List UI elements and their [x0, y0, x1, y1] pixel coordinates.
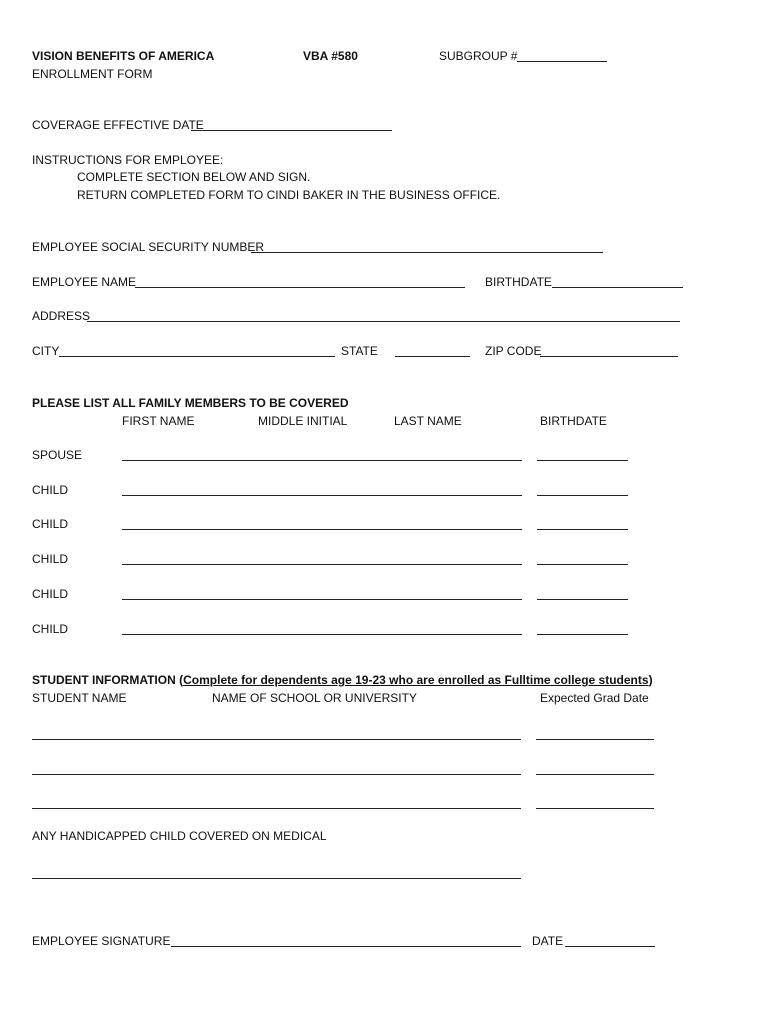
subgroup-field[interactable]: [517, 61, 607, 62]
family-name-field[interactable]: [122, 529, 522, 530]
signature-date-label: DATE: [532, 934, 564, 948]
city-label: CITY: [32, 344, 60, 358]
employee-name-field[interactable]: [135, 287, 465, 288]
col-student-name: STUDENT NAME: [32, 691, 127, 705]
family-birthdate-field[interactable]: [537, 634, 628, 635]
family-birthdate-field[interactable]: [537, 460, 628, 461]
family-birthdate-field[interactable]: [537, 599, 628, 600]
family-birthdate-field[interactable]: [537, 564, 628, 565]
family-row-label: CHILD: [32, 552, 69, 566]
col-last-name: LAST NAME: [394, 414, 462, 428]
student-heading-line: [32, 672, 653, 688]
subgroup-label: SUBGROUP #: [439, 49, 518, 63]
employee-name-label: EMPLOYEE NAME: [32, 275, 137, 289]
student-grad-date-field[interactable]: [536, 774, 654, 775]
city-field[interactable]: [59, 356, 335, 357]
col-birthdate: BIRTHDATE: [540, 414, 607, 428]
coverage-date-field[interactable]: [191, 130, 392, 131]
instruction-line: RETURN COMPLETED FORM TO CINDI BAKER IN THE BUSINESS OFFICE.: [77, 188, 501, 202]
student-note: Complete for dependents age 19-23 who are enrolled as Fulltime college students: [183, 673, 649, 687]
signature-label: EMPLOYEE SIGNATURE: [32, 934, 171, 948]
student-name-field[interactable]: [32, 774, 521, 775]
employee-birthdate-field[interactable]: [552, 287, 683, 288]
signature-field[interactable]: [171, 946, 521, 947]
student-name-field[interactable]: [32, 739, 521, 740]
zip-field[interactable]: [540, 356, 678, 357]
handicapped-field[interactable]: [32, 878, 521, 879]
state-field[interactable]: [395, 356, 470, 357]
family-birthdate-field[interactable]: [537, 495, 628, 496]
family-name-field[interactable]: [122, 634, 522, 635]
family-name-field[interactable]: [122, 495, 522, 496]
instructions-heading: INSTRUCTIONS FOR EMPLOYEE:: [32, 153, 224, 167]
family-row-label: CHILD: [32, 483, 69, 497]
handicapped-label: ANY HANDICAPPED CHILD COVERED ON MEDICAL: [32, 829, 327, 843]
family-name-field[interactable]: [122, 599, 522, 600]
ssn-field[interactable]: [251, 252, 603, 253]
student-name-field[interactable]: [32, 808, 521, 809]
address-label: ADDRESS: [32, 309, 91, 323]
student-heading: STUDENT INFORMATION: [32, 673, 176, 687]
form-title: ENROLLMENT FORM: [32, 67, 153, 81]
col-grad-date: Expected Grad Date: [540, 691, 649, 705]
family-name-field[interactable]: [122, 564, 522, 565]
student-note-close: ): [648, 673, 653, 687]
col-first-name: FIRST NAME: [122, 414, 195, 428]
family-birthdate-field[interactable]: [537, 529, 628, 530]
family-row-label: SPOUSE: [32, 448, 83, 462]
family-name-field[interactable]: [122, 460, 522, 461]
company-name: VISION BENEFITS OF AMERICA: [32, 49, 215, 63]
family-heading: PLEASE LIST ALL FAMILY MEMBERS TO BE COVERED: [32, 396, 349, 410]
employee-birthdate-label: BIRTHDATE: [485, 275, 552, 289]
coverage-date-label: COVERAGE EFFECTIVE DATE: [32, 118, 204, 132]
student-grad-date-field[interactable]: [536, 808, 654, 809]
signature-date-field[interactable]: [565, 946, 655, 947]
col-middle-initial: MIDDLE INITIAL: [258, 414, 348, 428]
address-field[interactable]: [87, 321, 680, 322]
ssn-label: EMPLOYEE SOCIAL SECURITY NUMBER: [32, 240, 265, 254]
student-grad-date-field[interactable]: [536, 739, 654, 740]
state-label: STATE: [341, 344, 378, 358]
col-school-name: NAME OF SCHOOL OR UNIVERSITY: [212, 691, 417, 705]
zip-label: ZIP CODE: [485, 344, 542, 358]
family-row-label: CHILD: [32, 587, 69, 601]
instruction-line: COMPLETE SECTION BELOW AND SIGN.: [77, 170, 311, 184]
family-row-label: CHILD: [32, 517, 69, 531]
family-row-label: CHILD: [32, 622, 69, 636]
student-note-open: (: [179, 673, 184, 687]
vba-number: VBA #580: [303, 49, 358, 63]
